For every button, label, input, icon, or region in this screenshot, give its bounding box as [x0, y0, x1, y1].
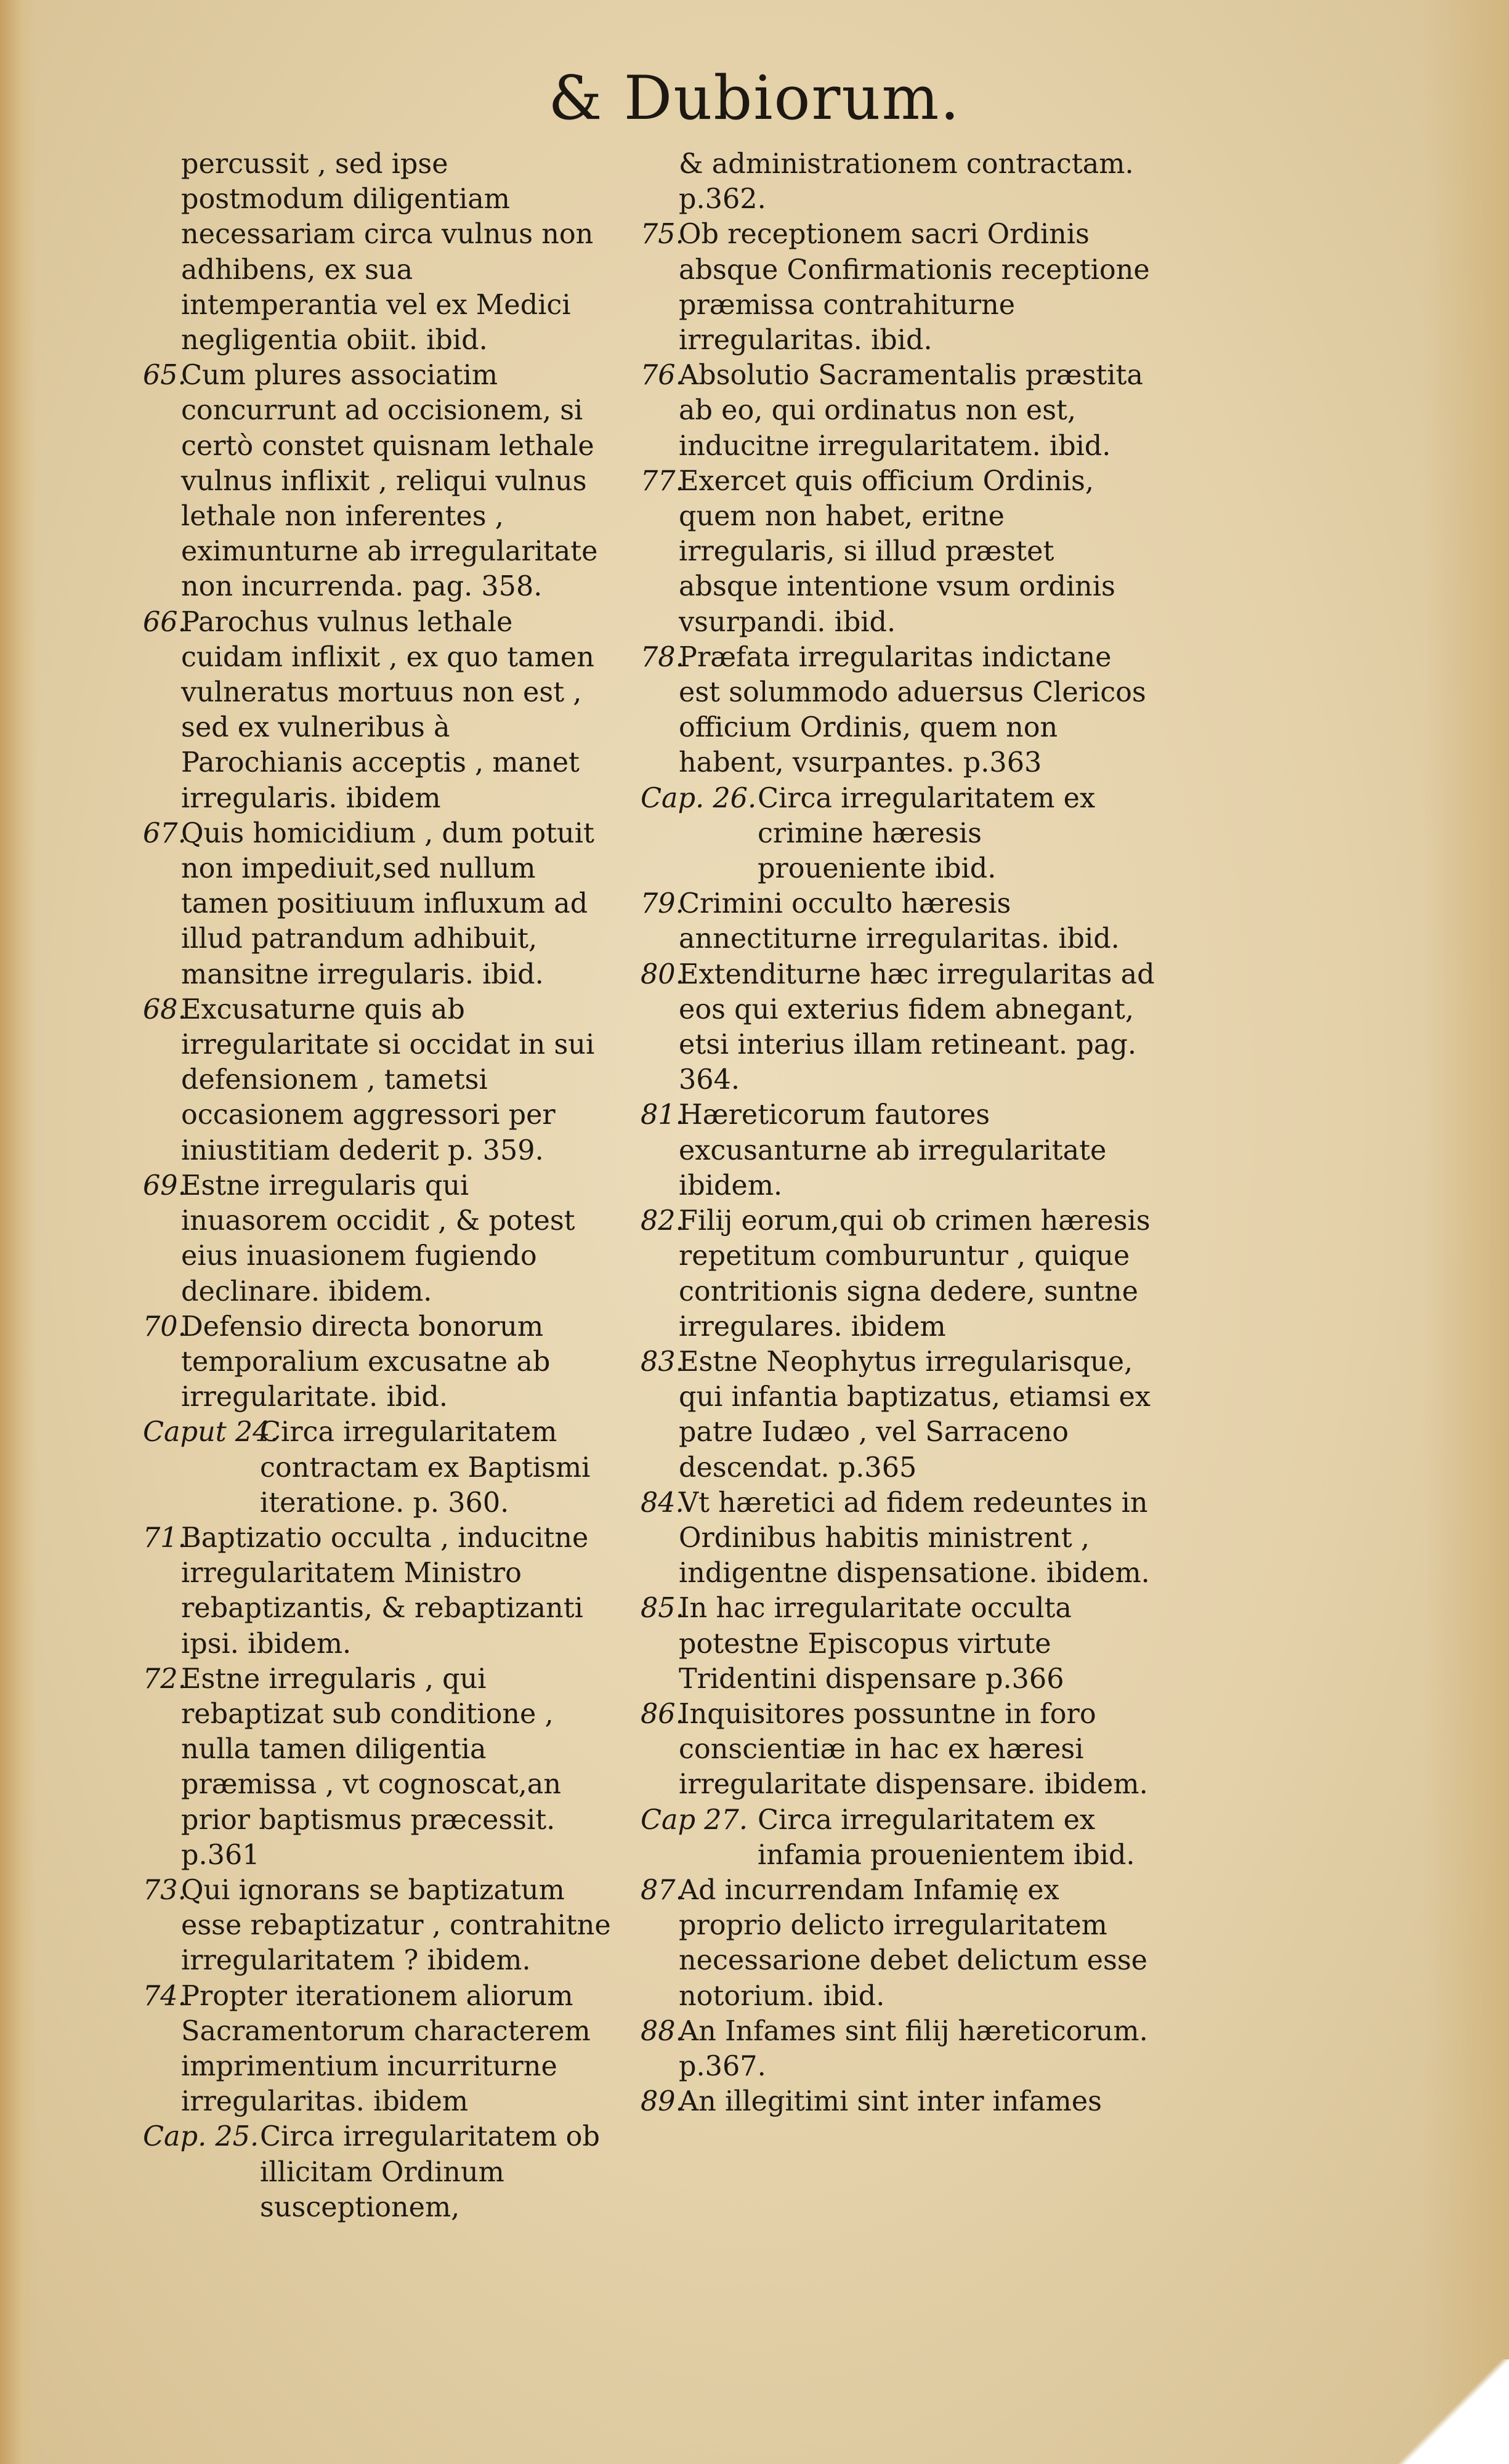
index-entry [641, 1485, 1158, 1591]
entry-number: 75. [641, 219, 684, 251]
index-entry [143, 1979, 617, 2120]
index-entry [641, 781, 1158, 887]
entry-number: 86. [641, 1698, 684, 1730]
entry-text: Circa irregularitatem ex crimine hæresis proueniente ibid. [758, 782, 1096, 885]
index-entry [641, 1873, 1158, 2014]
index-column-left [143, 147, 617, 2225]
page-edge-stain-right [1423, 0, 1509, 2464]
index-entry [641, 1203, 1158, 1344]
entry-text: Filij eorum,qui ob crimen hæresis repetitum comburuntur , quique contritionis signa dedere, suntne irregulares. ibidem [679, 1205, 1151, 1343]
entry-number: 65. [143, 360, 187, 392]
index-entry [641, 1697, 1158, 1803]
entry-number: 76. [641, 360, 684, 392]
index-entry [143, 1415, 617, 1521]
index-entry [143, 1521, 617, 1662]
entry-text: Hæreticorum fautores excusanturne ab irregularitate ibidem. [679, 1099, 1107, 1202]
entry-text: Qui ignorans se baptizatum esse rebaptizatur , contrahitne irregularitatem ? ibidem. [181, 1874, 611, 1977]
entry-number: 87. [641, 1874, 684, 1906]
entry-text: Propter iterationem aliorum Sacramentorum characterem imprimentium incurriturne irregularitas. ibidem [181, 1980, 591, 2118]
entry-number: 70. [143, 1311, 187, 1343]
entry-number: 79. [641, 888, 684, 920]
entry-text: Defensio directa bonorum temporalium excusatne ab irregularitate. ibid. [181, 1311, 551, 1413]
running-header: & Dubiorum. [548, 63, 961, 134]
index-entry [641, 1344, 1158, 1485]
entry-number: 83. [641, 1346, 684, 1378]
entry-number: Cap 27. [641, 1804, 748, 1836]
entry-text: Estne irregularis qui inuasorem occidit , & potest eius inuasionem fugiendo declinare. ibidem. [181, 1169, 575, 1307]
entry-number: 89. [641, 2086, 684, 2118]
index-entry [641, 2014, 1158, 2084]
index-entry [641, 147, 1158, 217]
index-entry [641, 2084, 1158, 2119]
entry-number: 69. [143, 1169, 187, 1202]
entry-text: Inquisitores possuntne in foro conscientiæ in hac ex hæresi irregularitate dispensare. ibidem. [679, 1698, 1148, 1801]
index-entry [143, 358, 617, 604]
index-entry [641, 1591, 1158, 1697]
index-entry [641, 358, 1158, 464]
entry-number: 81. [641, 1099, 684, 1131]
entry-number: 84. [641, 1487, 684, 1519]
entry-text: Præfata irregularitas indictane est solummodo aduersus Clericos officium Ordinis, quem non habent, vsurpantes. p.363 [679, 641, 1146, 779]
entry-text: Parochus vulnus lethale cuidam inflixit , ex quo tamen vulneratus mortuus non est , sed ex vulneribus à Parochianis acceptis , manet irregularis. ibidem [181, 606, 594, 814]
entry-text: Vt hæretici ad fidem redeuntes in Ordinibus habitis ministrent , indigentne dispensatione. ibidem. [679, 1487, 1150, 1589]
entry-text: Exercet quis officium Ordinis, quem non habet, eritne irregularis, si illud præstet absque intentione vsum ordinis vsurpandi. ibid. [679, 465, 1115, 638]
entry-number: 68. [143, 993, 187, 1025]
index-column-right [641, 147, 1158, 2119]
index-entry [641, 957, 1158, 1098]
index-entry [143, 992, 617, 1168]
index-entry [143, 1168, 617, 1309]
entry-text: Ad incurrendam Infamię ex proprio delicto irregularitatem necessarione debet delictum esse notorium. ibid. [679, 1874, 1147, 2012]
entry-text: Estne irregularis , qui rebaptizat sub conditione , nulla tamen diligentia præmissa , vt cognoscat,an prior baptismus præcessit. p.361 [181, 1663, 561, 1871]
entry-number: Cap. 26. [641, 782, 757, 814]
index-entry [143, 1873, 617, 1979]
index-entry [641, 640, 1158, 781]
entry-number: 85. [641, 1593, 684, 1625]
entry-number: Caput 24. [143, 1416, 279, 1448]
page-edge-stain-left [0, 0, 37, 2464]
entry-text: In hac irregularitate occulta potestne Episcopus virtute Tridentini dispensare p.366 [679, 1593, 1072, 1695]
entry-text: Baptizatio occulta , inducitne irregularitatem Ministro rebaptizantis, & rebaptizanti ipsi. ibidem. [181, 1522, 589, 1660]
entry-number: 74. [143, 1980, 187, 2012]
index-entry [641, 464, 1158, 640]
entry-number: 66. [143, 606, 187, 638]
index-entry [143, 816, 617, 992]
entry-text: percussit , sed ipse postmodum diligentiam necessariam circa vulnus non adhibens, ex sua intemperantia vel ex Medici negligentia obiit. ibid. [181, 148, 594, 357]
entry-text: An Infames sint filij hæreticorum. p.367. [679, 2015, 1148, 2082]
entry-text: Excusaturne quis ab irregularitate si occidat in sui defensionem , tametsi occasionem aggressori per iniustitiam dederit p. 359. [181, 993, 595, 1166]
entry-number: 67. [143, 817, 187, 849]
entry-text: Estne Neophytus irregularisque, qui infantia baptizatus, etiamsi ex patre Iudæo , vel Sarraceno descendat. p.365 [679, 1346, 1151, 1484]
entry-number: 72. [143, 1663, 187, 1695]
entry-number: 71. [143, 1522, 187, 1554]
entry-text: Circa irregularitatem ob illicitam Ordinum susceptionem, [260, 2121, 600, 2223]
entry-text: Ob receptionem sacri Ordinis absque Confirmationis receptione præmissa contrahiturne irregularitas. ibid. [679, 219, 1150, 357]
index-entry [641, 1097, 1158, 1203]
entry-number: 88. [641, 2015, 684, 2047]
entry-text: Circa irregularitatem contractam ex Baptismi iteratione. p. 360. [260, 1416, 591, 1519]
entry-number: 73. [143, 1874, 187, 1906]
entry-text: & administrationem contractam. p.362. [679, 148, 1134, 216]
index-entry [143, 605, 617, 816]
index-entry [143, 1662, 617, 1873]
entry-text: An illegitimi sint inter infames [679, 2086, 1102, 2118]
entry-number: 78. [641, 641, 684, 673]
index-entry [641, 886, 1158, 956]
entry-number: 80. [641, 958, 684, 990]
entry-number: 82. [641, 1205, 684, 1237]
index-entry [641, 1803, 1158, 1873]
entry-number: Cap. 25. [143, 2121, 259, 2153]
page-corner-tear [1398, 2359, 1509, 2464]
entry-text: Quis homicidium , dum potuit non impediuit,sed nullum tamen positiuum influxum ad illud patrandum adhibuit, mansitne irregularis. ibid. [181, 817, 594, 990]
entry-text: Circa irregularitatem ex infamia prouenientem ibid. [758, 1804, 1135, 1871]
entry-text: Absolutio Sacramentalis præstita ab eo, qui ordinatus non est, inducitne irregularitatem. ibid. [679, 360, 1143, 462]
entry-number: 77. [641, 465, 684, 497]
index-entry [143, 1309, 617, 1415]
index-entry [143, 147, 617, 358]
entry-text: Crimini occulto hæresis annectiturne irregularitas. ibid. [679, 888, 1120, 955]
index-entry [143, 2119, 617, 2225]
index-entry [641, 217, 1158, 358]
entry-text: Cum plures associatim concurrunt ad occisionem, si certò constet quisnam lethale vulnus inflixit , reliqui vulnus lethale non inferentes , eximunturne ab irregularitate non incurrenda. pag. 358. [181, 360, 598, 603]
entry-text: Extenditurne hæc irregularitas ad eos qui exterius fidem abnegant, etsi interius illam retineant. pag. 364. [679, 958, 1155, 1096]
